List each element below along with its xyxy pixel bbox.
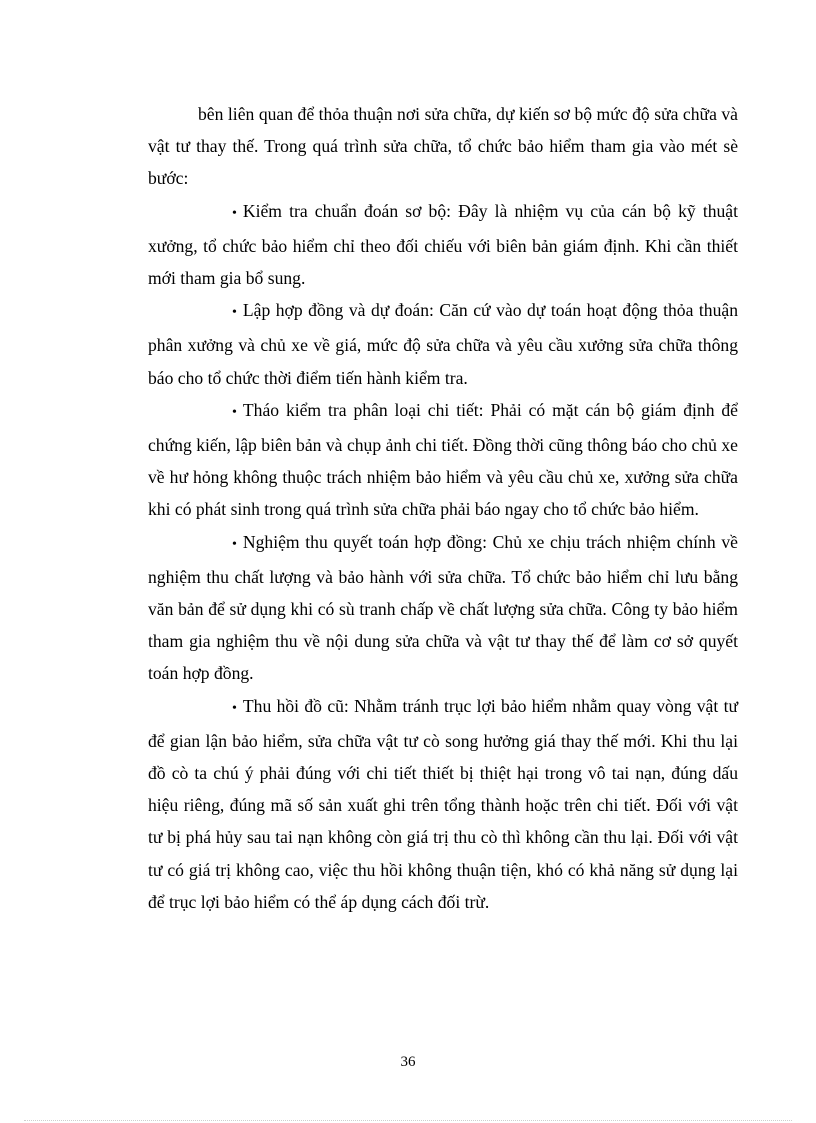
bullet-icon: •: [232, 404, 237, 420]
bullet-text: Tháo kiểm tra phân loại chi tiết: Phải có mặt cán bộ giám định để chứng kiến, lập biên bản và chụp ảnh chi tiết. Đồng thời cũng thông báo cho chủ xe về hư hỏng không thuộc trách nhiệm bảo hiểm và yêu cầu chủ xe, xưởng sửa chữa khi có phát sinh trong quá trình sửa chữa phải báo ngay cho tổ chức bảo hiểm.: [148, 399, 738, 520]
bullet-text: Lập hợp đồng và dự đoán: Căn cứ vào dự toán hoạt động thỏa thuận phân xưởng và chủ xe về giá, mức độ sửa chữa và yêu cầu xưởng sửa chữa thông báo cho tổ chức thời điểm tiến hành kiểm tra.: [148, 300, 738, 388]
bullet-item: [148, 394, 738, 526]
bullet-text: Thu hồi đồ cũ: Nhằm tránh trục lợi bảo hiểm nhằm quay vòng vật tư để gian lận bảo hiểm, sửa chữa vật tư cò song hưởng giá thay thế mới. Khi thu lại đồ cò ta chú ý phải đúng với chi tiết thiết bị thiệt hại trong vô tai nạn, đúng dấu hiệu riêng, đúng mã số sản xuất ghi trên tổng thành hoặc trên chi tiết. Đối với vật tư bị phá hủy sau tai nạn không còn giá trị thu cò thì không cần thu lại. Đối với vật tư có giá trị không cao, việc thu hồi không thuận tiện, khó có khả năng sử dụng lại để trục lợi bảo hiểm có thể áp dụng cách đối trừ.: [148, 695, 738, 912]
bullet-text: Kiểm tra chuẩn đoán sơ bộ: Đây là nhiệm vụ của cán bộ kỹ thuật xưởng, tổ chức bảo hiểm chỉ theo đối chiếu với biên bản giám định. Khi cần thiết mới tham gia bổ sung.: [148, 200, 738, 289]
page-number: 36: [400, 1054, 416, 1070]
bullet-item: [148, 526, 738, 690]
bullet-item: [148, 195, 738, 295]
bullet-item: [148, 690, 738, 918]
intro-paragraph: bên liên quan để thỏa thuận nơi sửa chữa, dự kiến sơ bộ mức độ sửa chữa và vật tư thay thế. Trong quá trình sửa chữa, tổ chức bảo hiểm tham gia vào mét sè bước:: [148, 104, 738, 189]
bullet-icon: •: [232, 700, 237, 716]
bullet-icon: •: [232, 536, 237, 552]
page-bottom-divider: [24, 1120, 792, 1121]
bullet-icon: •: [232, 305, 237, 321]
bullet-text: Nghiệm thu quyết toán hợp đồng: Chủ xe chịu trách nhiệm chính về nghiệm thu chất lượng và bảo hành với sửa chữa. Tổ chức bảo hiểm chỉ lưu bằng văn bản để sử dụng khi có sù tranh chấp về chất lượng sửa chữa. Công ty bảo hiểm tham gia nghiệm thu về nội dung sửa chữa và vật tư thay thế để làm cơ sở quyết toán hợp đồng.: [148, 531, 738, 684]
bullet-icon: •: [232, 205, 237, 221]
bullet-item: [148, 294, 738, 394]
document-body: [148, 98, 738, 918]
